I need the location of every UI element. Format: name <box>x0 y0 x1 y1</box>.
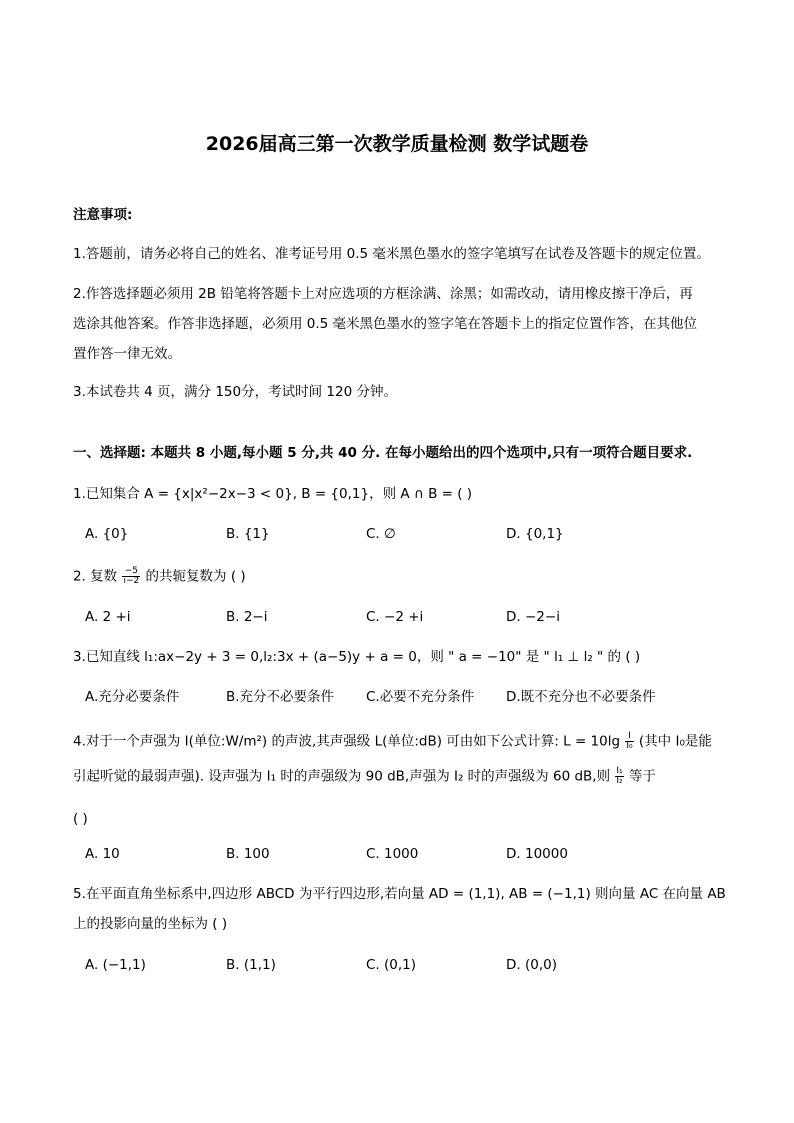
question-4-line-2-pre: 引起听觉的最弱声强). 设声强为 I₁ 时的声强级为 90 dB,声强为 I₂ 时的声强级为 60 dB,则 <box>73 768 611 785</box>
question-4-formula-fraction <box>625 732 633 751</box>
question-4-line-1-pre: 4.对于一个声强为 I(单位:W/m²) 的声波,其声强级 L(单位:dB) 可由如下公式计算: L = 10lg <box>73 733 621 750</box>
question-4-stem-line-1 <box>73 732 712 751</box>
question-1-option-d: D. {0,1} <box>506 526 564 542</box>
question-3-option-c: C.必要不充分条件 <box>366 689 475 705</box>
question-4-line-2-post: 等于 <box>628 768 656 785</box>
question-2-option-d: D. −2−i <box>506 609 560 625</box>
question-4-ratio-fraction <box>615 767 623 786</box>
question-4-stem-line-3: ( ) <box>73 811 88 827</box>
question-3-option-a: A.充分必要条件 <box>85 689 180 705</box>
question-5-option-c: C. (0,1) <box>366 957 417 973</box>
notice-item-3: 3.本试卷共 4 页，满分 150分，考试时间 120 分钟。 <box>73 384 397 400</box>
question-3-option-d: D.既不充分也不必要条件 <box>506 689 656 705</box>
question-2-stem-post: 的共轭复数为 ( ) <box>145 568 246 585</box>
question-5-option-b: B. (1,1) <box>226 957 276 973</box>
question-5-stem-line-2: 上的投影向量的坐标为 ( ) <box>73 916 228 932</box>
question-2-option-b: B. 2−i <box>226 609 268 625</box>
question-4-option-c: C. 1000 <box>366 846 419 862</box>
question-4-option-d: D. 10000 <box>506 846 568 862</box>
notice-heading: 注意事项: <box>73 207 133 223</box>
question-4-line-1-post: (其中 I₀是能 <box>638 733 712 750</box>
question-2-stem-pre: 2. 复数 <box>73 568 118 585</box>
question-4-option-a: A. 10 <box>85 846 120 862</box>
question-5-stem-line-1: 5.在平面直角坐标系中,四边形 ABCD 为平行四边形,若向量 AD = (1,1), AB = (−1,1) 则向量 AC 在向量 AB <box>73 886 726 902</box>
question-1-option-a: A. {0} <box>85 526 129 542</box>
notice-item-2-line-3: 置作答一律无效。 <box>73 346 181 362</box>
question-2-option-a: A. 2 +i <box>85 609 131 625</box>
question-1-option-c: C. ∅ <box>366 526 396 542</box>
question-5-option-d: D. (0,0) <box>506 957 557 973</box>
question-2-fraction-numerator: −5 <box>122 567 140 577</box>
question-4-ratio-denominator: I₂ <box>616 776 623 786</box>
question-3-stem: 3.已知直线 l₁:ax−2y + 3 = 0,l₂:3x + (a−5)y + a = 0，则 " a = −10" 是 " l₁ ⊥ l₂ " 的 ( ) <box>73 649 641 665</box>
notice-item-2-line-2: 选涂其他答案。作答非选择题，必须用 0.5 毫米黑色墨水的签字笔在答题卡上的指定位置作答，在其他位 <box>73 316 698 332</box>
question-2-fraction <box>122 567 140 586</box>
question-4-formula-denominator: I₀ <box>626 741 633 751</box>
notice-item-1: 1.答题前，请务必将自己的姓名、准考证号用 0.5 毫米黑色墨水的签字笔填写在试卷及答题卡的规定位置。 <box>73 246 710 262</box>
question-1-option-b: B. {1} <box>226 526 270 542</box>
question-4-ratio-numerator: I₁ <box>616 766 623 776</box>
question-4-stem-line-2 <box>73 767 656 786</box>
question-4-formula-numerator: I <box>625 732 633 742</box>
question-2-fraction-denominator: i−2 <box>123 576 140 586</box>
question-3-option-b: B.充分不必要条件 <box>226 689 335 705</box>
notice-item-2-line-1: 2.作答选择题必须用 2B 铅笔将答题卡上对应选项的方框涂满、涂黑；如需改动，请用橡皮擦干净后，再 <box>73 286 693 302</box>
section-heading: 一、选择题: 本题共 8 小题,每小题 5 分,共 40 分. 在每小题给出的四个选项中,只有一项符合题目要求. <box>73 445 693 461</box>
question-2-stem <box>73 567 246 586</box>
page-title: 2026届高三第一次教学质量检测 数学试题卷 <box>205 133 589 155</box>
question-1-stem: 1.已知集合 A = {x|x²−2x−3 < 0}, B = {0,1}，则 A ∩ B = ( ) <box>73 486 473 502</box>
question-2-option-c: C. −2 +i <box>366 609 424 625</box>
question-4-option-b: B. 100 <box>226 846 270 862</box>
question-5-option-a: A. (−1,1) <box>85 957 146 973</box>
